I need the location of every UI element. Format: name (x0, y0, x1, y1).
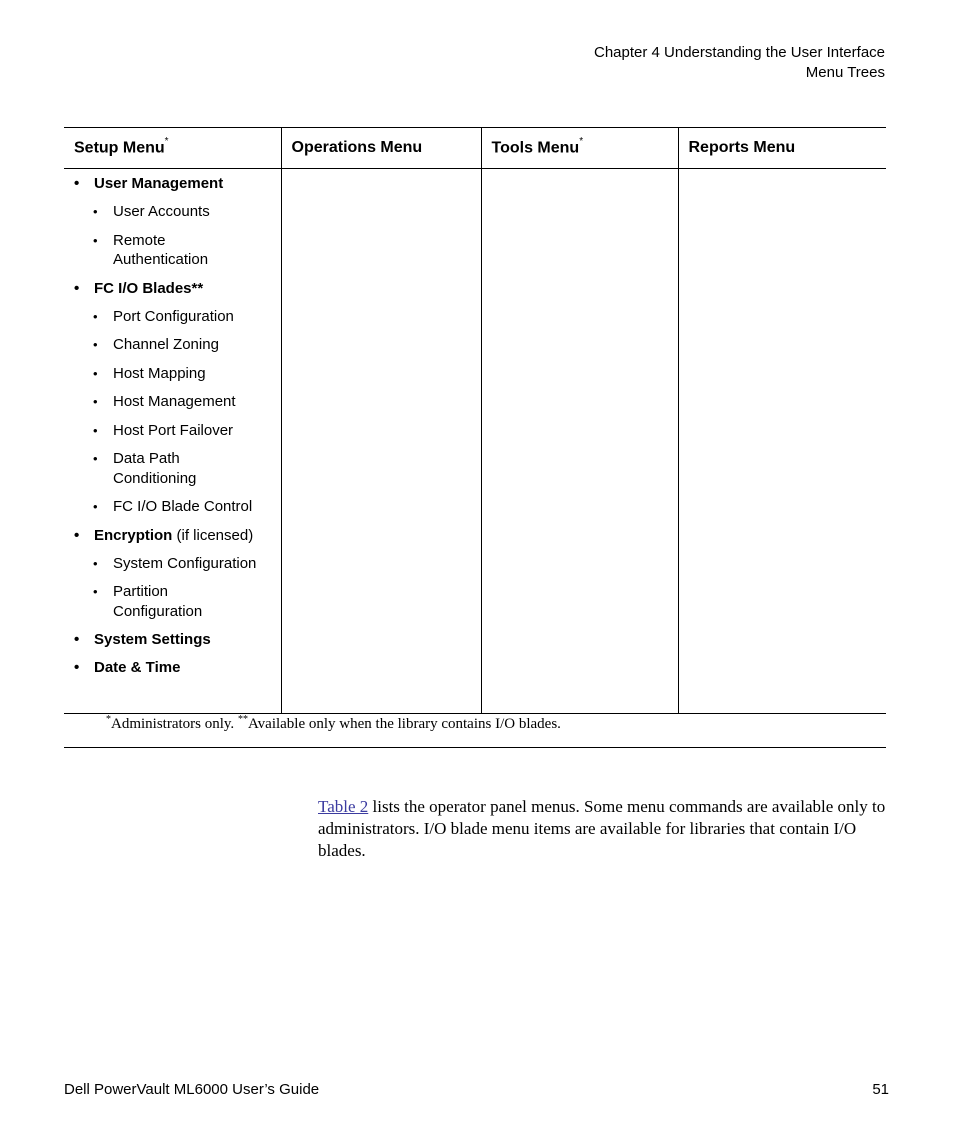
list-item: • Host Mapping (93, 364, 206, 382)
running-header-chapter: Chapter 4 Understanding the User Interface (594, 44, 885, 61)
table-footnote-row (64, 714, 886, 748)
list-item: • Port Configuration (93, 307, 234, 325)
table-2-link[interactable]: Table 2 (318, 797, 369, 816)
list-item: • User Management (74, 175, 224, 192)
list-item: • Host Management (93, 393, 236, 410)
table-body-row (64, 169, 886, 714)
reports-menu-cell (678, 169, 886, 714)
list-item: • System Configuration (93, 554, 257, 572)
list-item: • User Accounts (93, 203, 210, 220)
footer-title: Dell PowerVault ML6000 User’s Guide (64, 1081, 320, 1098)
column-header-operations: Operations Menu (281, 128, 481, 169)
list-item: • FC I/O Blades** (74, 279, 204, 297)
list-item: • Date & Time (74, 659, 181, 676)
list-item: • Partition Configuration (93, 583, 203, 620)
footnote-mark: * (164, 136, 169, 148)
tools-menu-cell (481, 169, 678, 714)
column-header-tools: Tools Menu* (481, 128, 678, 169)
list-item: • Host Port Failover (93, 421, 234, 439)
list-item: • FC I/O Blade Control (93, 498, 253, 515)
operations-menu-cell (281, 169, 481, 714)
list-item: • Channel Zoning (93, 336, 219, 353)
running-header-section: Menu Trees (805, 64, 885, 81)
table-footnote: *Administrators only. **Available only when the library contains I/O blades. (64, 714, 886, 748)
list-item: • System Settings (74, 631, 211, 648)
menu-tree-table (64, 127, 886, 748)
setup-menu-cell (64, 169, 281, 714)
table-header-row (64, 128, 886, 169)
footnote-mark: * (579, 136, 584, 148)
body-paragraph: Table 2 lists the operator panel menus. Some menu commands are available only to administrators. I/O blade menu items are available for libraries that contain I/O blades. (318, 797, 886, 860)
page-number: 51 (872, 1081, 889, 1098)
column-header-reports: Reports Menu (678, 128, 886, 169)
setup-menu-list (64, 174, 281, 677)
list-item: • Data Path Conditioning (93, 450, 197, 487)
list-item: • Encryption (if licensed) (74, 526, 254, 544)
column-header-setup: Setup Menu* (64, 128, 281, 169)
list-item: • Remote Authentication (93, 231, 209, 268)
